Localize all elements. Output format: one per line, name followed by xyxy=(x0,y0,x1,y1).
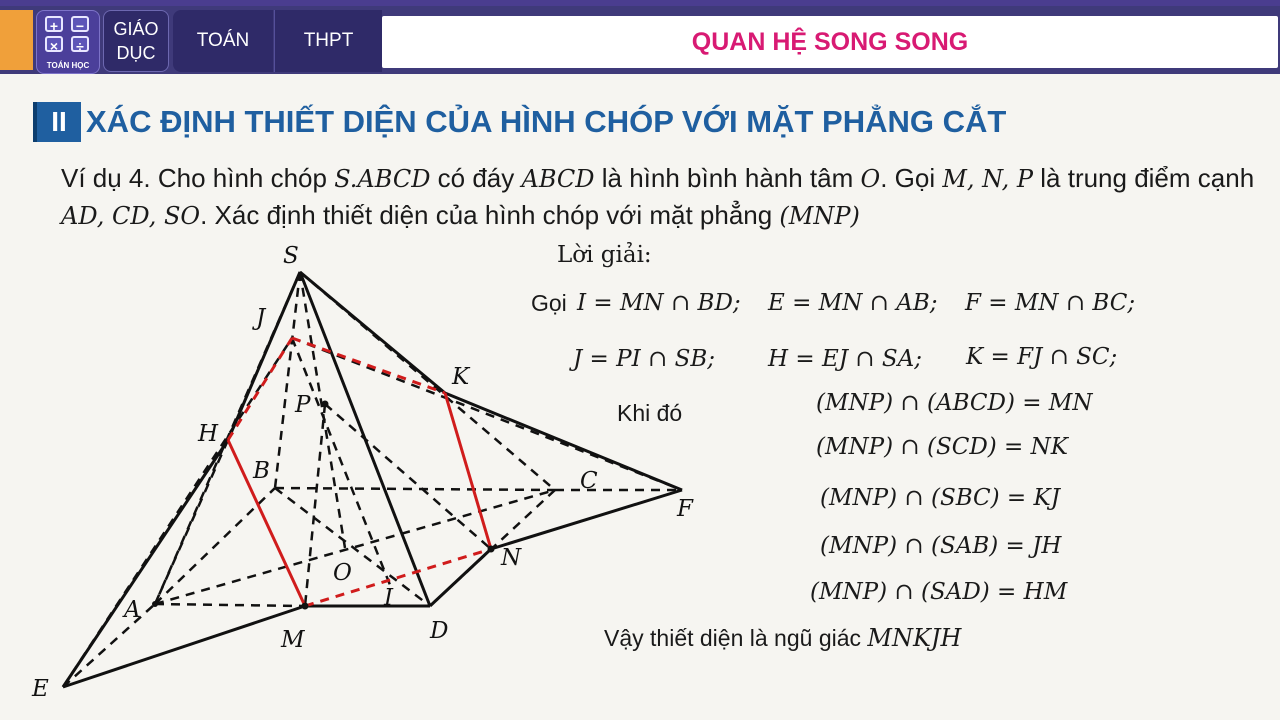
edge-me xyxy=(63,606,305,687)
label-e: E xyxy=(32,676,49,702)
equation-5: (MNP) ∩ (SAD) = HM xyxy=(810,579,1068,605)
solution-heading: Lời giải: xyxy=(557,242,652,268)
equation-4: (MNP) ∩ (SAB) = JH xyxy=(820,533,1062,559)
nav-giao-duc-line2: DỤC xyxy=(116,43,156,63)
problem-text-3: là hình bình hành tâm xyxy=(594,163,861,193)
label-a: A xyxy=(124,597,141,623)
dot-n xyxy=(488,546,495,553)
label-d: D xyxy=(430,618,449,644)
conclusion-text: Vậy thiết diện là ngũ giác xyxy=(604,625,868,651)
label-o: O xyxy=(333,560,352,586)
times-icon: × xyxy=(45,36,63,52)
edge-fn xyxy=(491,490,682,549)
logo-caption: TOÁN HỌC xyxy=(46,61,90,70)
label-h: H xyxy=(198,421,219,447)
section-title: XÁC ĐỊNH THIẾT DIỆN CỦA HÌNH CHÓP VỚI MẶT PHẲNG CẮT xyxy=(86,104,1007,139)
problem-math-5: AD, CD, SO xyxy=(61,202,201,230)
equation-1: (MNP) ∩ (ABCD) = MN xyxy=(816,390,1093,416)
label-i: I xyxy=(384,585,394,611)
def-h: H = EJ ∩ SA; xyxy=(768,346,922,372)
edge-pm xyxy=(305,404,325,606)
section-jk xyxy=(292,338,445,393)
label-b: B xyxy=(253,458,270,484)
divide-icon: ÷ xyxy=(71,36,89,52)
khi-do-label: Khi đó xyxy=(617,400,683,426)
page-title: QUAN HỆ SONG SONG xyxy=(691,28,969,56)
problem-text-5: là trung điểm cạnh xyxy=(1033,163,1255,193)
edge-sc xyxy=(300,272,555,490)
label-j: J xyxy=(256,305,266,331)
nav-giao-duc-line1: GIÁO xyxy=(113,19,159,39)
problem-math-2: ABCD xyxy=(521,165,595,193)
minus-icon: − xyxy=(71,16,89,32)
label-s: S xyxy=(283,243,299,269)
label-m: M xyxy=(281,627,305,653)
dot-m xyxy=(302,603,309,610)
edge-jf xyxy=(292,338,682,490)
conclusion-math: MNKJH xyxy=(867,624,962,652)
def-k: K = FJ ∩ SC; xyxy=(966,344,1118,370)
equation-2: (MNP) ∩ (SCD) = NK xyxy=(816,434,1068,460)
def-e: E = MN ∩ AB; xyxy=(768,290,938,316)
dot-a xyxy=(152,601,158,607)
nav-thpt-label: THPT xyxy=(303,30,354,51)
label-p: P xyxy=(295,392,311,418)
equation-3: (MNP) ∩ (SBC) = KJ xyxy=(820,485,1060,511)
section-kn xyxy=(445,393,491,549)
edge-am xyxy=(155,604,305,606)
solution-goi: Gọi xyxy=(531,290,567,316)
edge-sk xyxy=(300,272,445,393)
section-badge: II xyxy=(33,102,81,142)
problem-text-1: Ví dụ 4. Cho hình chóp xyxy=(61,163,335,193)
label-k: K xyxy=(452,364,470,390)
problem-math-3: O xyxy=(860,165,881,193)
label-f: F xyxy=(677,496,693,522)
label-n: N xyxy=(501,545,522,571)
def-i: I = MN ∩ BD; xyxy=(577,290,741,316)
plus-icon: + xyxy=(45,16,63,32)
problem-text-6: . Xác định thiết diện của hình chóp với mặt phẳng xyxy=(200,200,780,230)
edge-kf xyxy=(445,393,682,490)
problem-math-6: (MNP) xyxy=(779,202,860,230)
problem-math-4: M, N, P xyxy=(942,165,1034,193)
problem-text-2: có đáy xyxy=(430,163,522,193)
def-f: F = MN ∩ BC; xyxy=(965,290,1136,316)
dot-p xyxy=(322,401,329,408)
label-c: C xyxy=(580,468,598,494)
problem-text-4: . Gọi xyxy=(880,163,943,193)
nav-toan-label: TOÁN xyxy=(196,30,250,51)
def-j: J = PI ∩ SB; xyxy=(573,346,715,372)
problem-math-1: S.ABCD xyxy=(334,165,431,193)
edge-pn xyxy=(325,404,491,549)
